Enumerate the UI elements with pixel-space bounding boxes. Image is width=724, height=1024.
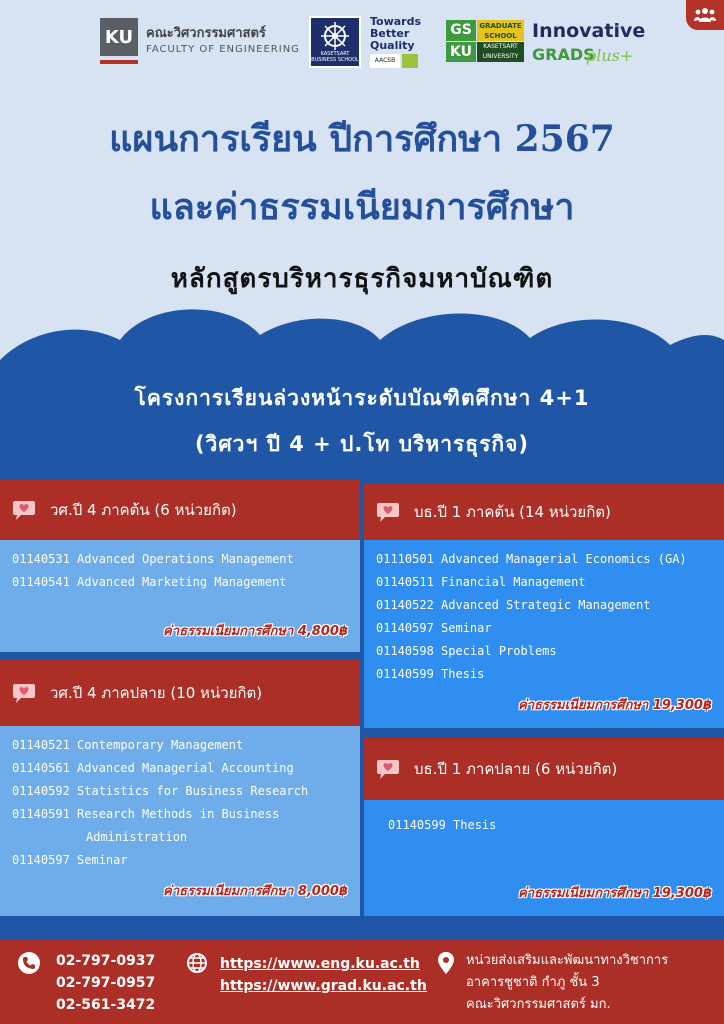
tbq-line3: Quality	[370, 39, 415, 52]
gs-mark: GS	[446, 20, 476, 41]
right-bottom-panel	[364, 800, 724, 916]
ku-logo-bar	[100, 60, 138, 64]
course-item: 01140522 Advanced Strategic Management	[376, 598, 651, 612]
heart-chat-icon	[12, 499, 36, 521]
course-item: 01140541 Advanced Marketing Management	[12, 575, 287, 589]
website-links	[220, 953, 427, 997]
accreditation-logo	[402, 54, 418, 68]
left-bottom-panel	[0, 726, 360, 916]
grads-logo-text: GRADS	[532, 45, 595, 64]
address-line: อาคารชูชาติ กำภู ชั้น 3	[466, 975, 600, 990]
course-item: 01140599 Thesis	[388, 818, 497, 832]
heart-chat-icon	[376, 758, 400, 780]
gs-university: KASETSART UNIVERSITY	[477, 42, 524, 62]
program-title-line1: โครงการเรียนล่วงหน้าระดับบัณฑิตศึกษา 4+1	[134, 386, 590, 410]
gs-label: GRADUATE SCHOOL	[477, 20, 524, 41]
tuition-fee: ค่าธรรมเนียมการศึกษา 19,300฿	[518, 698, 712, 713]
globe-icon	[186, 952, 208, 974]
logo-bar	[0, 14, 724, 74]
location-pin-icon	[438, 952, 454, 974]
left-top-heading-text: วศ.ปี 4 ภาคต้น (6 หน่วยกิต)	[50, 501, 237, 519]
aacsb-logo: AACSB	[370, 54, 400, 68]
heart-chat-icon	[12, 682, 36, 704]
course-item: 01140531 Advanced Operations Management	[12, 552, 294, 566]
course-item: 01140598 Special Problems	[376, 644, 557, 658]
course-item: 01140521 Contemporary Management	[12, 738, 244, 752]
right-bottom-heading-text: บธ.ปี 1 ภาคปลาย (6 หน่วยกิต)	[414, 760, 618, 778]
curriculum-subtitle: หลักสูตรบริหารธุรกิจมหาบัณฑิต	[170, 264, 554, 294]
tbq-line1: Towards	[370, 15, 422, 28]
left-bottom-heading	[0, 660, 360, 726]
ksb-label: KASETSART BUSINESS SCHOOL	[311, 51, 359, 63]
course-item: 01140599 Thesis	[376, 667, 485, 681]
course-item: 01140592 Statistics for Business Research	[12, 784, 309, 798]
tuition-fee: ค่าธรรมเนียมการศึกษา 8,000฿	[163, 884, 348, 899]
faculty-name-en: FACULTY OF ENGINEERING	[146, 44, 300, 55]
course-item: 01140597 Seminar	[12, 853, 128, 867]
tuition-fee: ค่าธรรมเนียมการศึกษา 19,300฿	[518, 886, 712, 901]
phone-number[interactable]: 02-797-0937	[56, 953, 156, 969]
course-item: 01140591 Research Methods in Business	[12, 807, 280, 821]
footer	[0, 940, 724, 1024]
course-item: 01140511 Financial Management	[376, 575, 586, 589]
phone-numbers	[56, 950, 155, 1016]
address-line: หน่วยส่งเสริมและพัฒนาทางวิชาการ	[466, 953, 669, 968]
ksb-logo	[309, 16, 361, 68]
plus-logo-text: plus+	[586, 46, 634, 65]
gs-ku-mark: KU	[446, 42, 476, 62]
course-item: 01140561 Advanced Managerial Accounting	[12, 761, 294, 775]
faculty-name-th: คณะวิศวกรรมศาสตร์	[146, 26, 266, 41]
tbq-line2: Better	[370, 27, 410, 40]
tbq-logo	[370, 16, 421, 52]
ku-logo: KU	[100, 18, 138, 56]
phone-number[interactable]: 02-561-3472	[56, 997, 156, 1013]
phone-number[interactable]: 02-797-0957	[56, 975, 156, 991]
tuition-fee: ค่าธรรมเนียมการศึกษา 4,800฿	[163, 624, 348, 639]
wheel-icon	[311, 18, 359, 54]
graduate-school-logo	[446, 20, 524, 62]
address	[466, 950, 668, 1016]
innovative-logo-text: Innovative	[532, 20, 646, 42]
eng-website-link[interactable]: https://www.eng.ku.ac.th	[220, 956, 420, 972]
right-top-heading	[364, 484, 724, 540]
right-top-panel	[364, 540, 724, 728]
program-title-line2: (วิศวฯ ปี 4 + ป.โท บริหารธุรกิจ)	[194, 432, 530, 456]
address-line: คณะวิศวกรรมศาสตร์ มก.	[466, 997, 611, 1012]
course-item-continued: Administration	[86, 830, 188, 844]
left-top-heading	[0, 480, 360, 540]
left-bottom-heading-text: วศ.ปี 4 ภาคปลาย (10 หน่วยกิต)	[50, 684, 263, 702]
right-bottom-heading	[364, 738, 724, 800]
grad-website-link[interactable]: https://www.grad.ku.ac.th	[220, 978, 427, 994]
phone-icon	[18, 952, 40, 974]
main-title-line1: แผนการเรียน ปีการศึกษา 2567	[109, 118, 615, 160]
right-top-heading-text: บธ.ปี 1 ภาคต้น (14 หน่วยกิต)	[414, 503, 611, 521]
heart-chat-icon	[376, 501, 400, 523]
course-item: 01140597 Seminar	[376, 621, 492, 635]
course-item: 01110501 Advanced Managerial Economics (GA)	[376, 552, 687, 566]
main-title-line2: และค่าธรรมเนียมการศึกษา	[149, 186, 575, 228]
left-top-panel	[0, 540, 360, 652]
